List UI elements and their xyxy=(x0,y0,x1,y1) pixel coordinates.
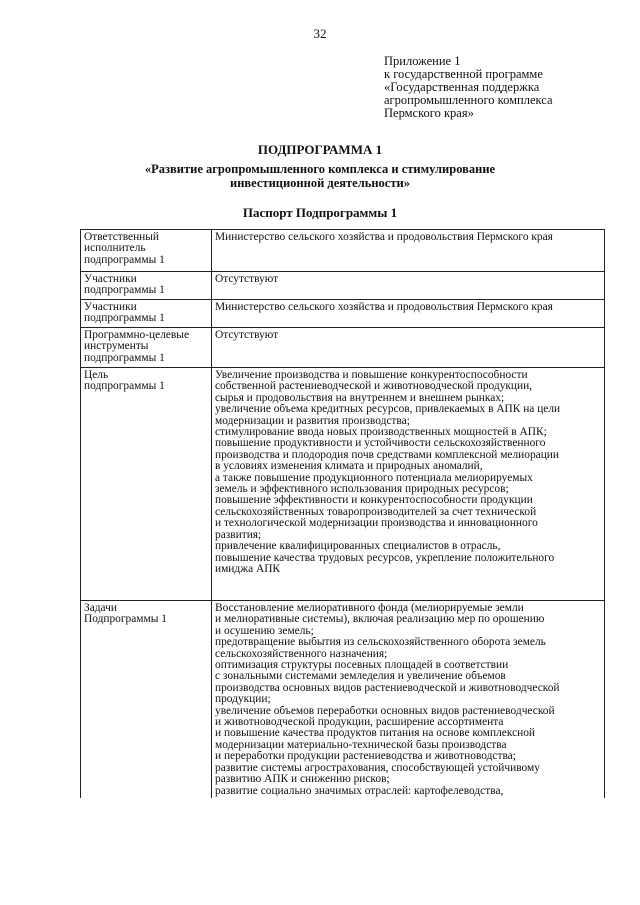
subprogram-title: ПОДПРОГРАММА 1 xyxy=(257,142,383,157)
appendix-block xyxy=(384,55,553,120)
subprogram-name xyxy=(60,162,580,190)
row-label-line: Подпрограммы 1 xyxy=(84,614,167,626)
row-value-line: Министерство сельского хозяйства и продовольствия Пермского края xyxy=(215,232,553,243)
table-row xyxy=(81,230,605,272)
row-label-line: Цель xyxy=(84,370,109,381)
goal-line: в условиях изменения климата и природных аномалий, xyxy=(215,461,483,473)
passport-table xyxy=(80,229,605,798)
appendix-line: к государственной программе xyxy=(384,67,543,81)
goal-line: производства и плодородия почв средствами комплексной мелиорации xyxy=(215,449,559,461)
subprogram-name-line: инвестиционной деятельности» xyxy=(230,176,410,190)
row-label-line: подпрограммы 1 xyxy=(84,313,165,325)
appendix-line: агропромышленного комплекса xyxy=(384,93,553,107)
table-row xyxy=(81,328,605,368)
row-label-cell xyxy=(81,300,212,328)
task-line: продукции; xyxy=(215,694,271,706)
goal-line: сырья и продовольствия на внутреннем и внешнем рынках; xyxy=(215,392,505,404)
row-label-line: подпрограммы 1 xyxy=(84,254,165,266)
row-label-line: Программно-целевые xyxy=(84,330,190,341)
row-label-line: Ответственный xyxy=(84,232,160,243)
passport-title: Паспорт Подпрограммы 1 xyxy=(242,205,398,220)
task-line: Восстановление мелиоративного фонда (мелиорируемые земли xyxy=(215,603,524,614)
goal-line: имиджа АПК xyxy=(215,563,281,575)
goal-line: модернизации и развития производства; xyxy=(215,415,410,427)
goal-line: развития; xyxy=(215,529,262,541)
row-value-cell xyxy=(212,230,605,272)
task-line: и мелиоративные системы), включая реализацию мер по орошению xyxy=(215,614,545,626)
goal-line: повышение качества трудовых ресурсов, укрепление положительного xyxy=(215,552,555,564)
row-label-line: подпрограммы 1 xyxy=(84,285,165,297)
task-line: оптимизация структуры посевных площадей в соответствии xyxy=(215,660,509,672)
task-line: модернизации материально-технической базы производства xyxy=(215,739,507,751)
row-value-cell xyxy=(212,368,605,601)
task-line: и животноводческой продукции, расширение ассортимента xyxy=(215,717,504,729)
row-label-cell xyxy=(81,328,212,368)
task-line: с зональными системами земледелия и увеличение объемов xyxy=(215,671,506,683)
task-line: предотвращение выбытия из сельскохозяйственного оборота земель xyxy=(215,637,546,649)
row-label-cell xyxy=(81,272,212,300)
appendix-line: Приложение 1 xyxy=(384,54,461,68)
goal-line: привлечение квалифицированных специалистов в отрасль, xyxy=(215,541,501,553)
task-line: развитию АПК и снижению рисков; xyxy=(215,774,390,786)
row-label-cell xyxy=(81,368,212,601)
table-row xyxy=(81,272,605,300)
table-row xyxy=(81,368,605,601)
task-line: и осушению земель; xyxy=(215,625,314,637)
task-line: производства основных видов растениеводческой и животноводческой xyxy=(215,682,560,694)
goal-line: собственной растениеводческой и животноводческой продукции, xyxy=(215,381,533,393)
row-label-line: Участники xyxy=(84,274,137,285)
appendix-line: Пермского края» xyxy=(384,106,474,120)
task-line: развитие социально значимых отраслей: картофелеводства, xyxy=(215,785,504,797)
goal-line: и технологической модернизации производства и инновационного xyxy=(215,518,538,530)
row-label-cell xyxy=(81,230,212,272)
row-label-line: Задачи xyxy=(84,603,117,614)
task-line: развитие системы агрострахования, способствующей устойчивому xyxy=(215,762,540,774)
table-row xyxy=(81,601,605,798)
table-row xyxy=(81,300,605,328)
goal-line: а также повышение продукционного потенциала мелиорируемых xyxy=(215,472,533,484)
task-line: сельскохозяйственного назначения; xyxy=(215,648,388,660)
task-line: и переработки продукции растениеводства и животноводства; xyxy=(215,751,516,763)
row-value-cell xyxy=(212,328,605,368)
row-value-line: Отсутствуют xyxy=(215,330,279,341)
row-label-line: Участники xyxy=(84,302,137,313)
row-label-line: подпрограммы 1 xyxy=(84,381,165,393)
goal-line: сельскохозяйственных товаропроизводителей за счет технической xyxy=(215,506,537,518)
subprogram-name-line: «Развитие агропромышленного комплекса и стимулирование xyxy=(144,162,496,176)
row-label-line: подпрограммы 1 xyxy=(84,352,165,364)
goal-line: повышение эффективности и конкурентоспособности продукции xyxy=(215,495,533,507)
goal-line: увеличение объема кредитных ресурсов, привлекаемых в АПК на цели xyxy=(215,404,561,416)
appendix-line: «Государственная поддержка xyxy=(384,80,540,94)
row-label-line: исполнитель xyxy=(84,243,146,255)
row-value-line: Отсутствуют xyxy=(215,274,279,285)
task-line: и повышение качества продуктов питания на основе комплексной xyxy=(215,728,536,740)
row-label-cell xyxy=(81,601,212,798)
goal-line: стимулирование ввода новых производственных мощностей в АПК; xyxy=(215,427,547,439)
row-value-line: Министерство сельского хозяйства и продовольствия Пермского края xyxy=(215,302,553,313)
row-value-cell xyxy=(212,601,605,798)
goal-line: Увеличение производства и повышение конкурентоспособности xyxy=(215,370,528,381)
row-label-line: инструменты xyxy=(84,341,149,353)
task-line: увеличение объемов переработки основных видов растениеводческой xyxy=(215,705,555,717)
goal-line: повышение продуктивности и устойчивости сельскохозяйственного xyxy=(215,438,546,450)
goal-line: земель и эффективного использования природных ресурсов; xyxy=(215,484,509,496)
row-value-cell xyxy=(212,272,605,300)
row-value-cell xyxy=(212,300,605,328)
page-number: 32 xyxy=(313,26,327,41)
